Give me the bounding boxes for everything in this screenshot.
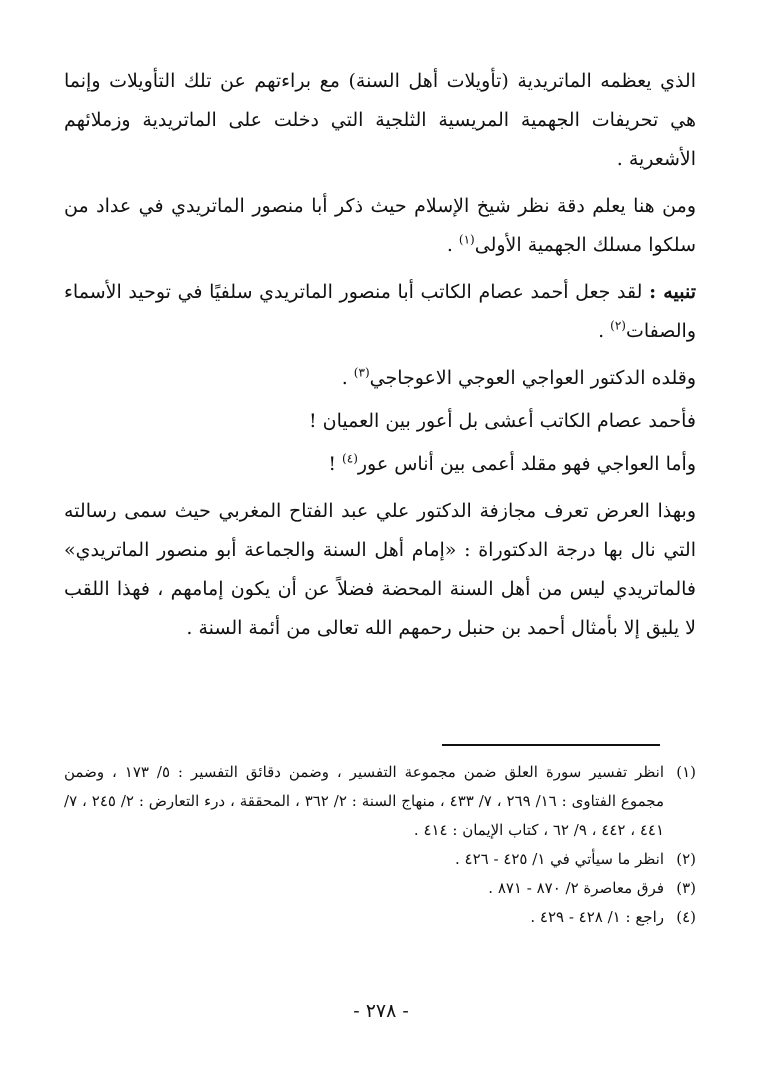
footnote-ref-3[interactable]: (٣) [353, 365, 370, 380]
paragraph-4 [64, 359, 696, 398]
footnote-1 [64, 758, 696, 845]
footnote-number: (٣) [676, 879, 696, 897]
paragraph-3 [64, 273, 696, 351]
footnote-number: (١) [676, 763, 696, 781]
note-label: تنبيه : [649, 281, 696, 303]
footnote-text: راجع : ١/ ٤٢٨ - ٤٢٩ . [530, 908, 664, 926]
paragraph-2 [64, 187, 696, 265]
footnote-separator [442, 744, 660, 746]
paragraph-4-text: وقلده الدكتور العواجي العوجي الاعوجاجي [369, 367, 696, 389]
footnote-ref-1[interactable]: (١) [458, 232, 475, 247]
page-number: - ٢٧٨ - [353, 1000, 409, 1022]
footnote-ref-2[interactable]: (٢) [610, 318, 626, 333]
footnotes [64, 758, 696, 932]
paragraph-6-text: وأما العواجي فهو مقلد أعمى بين أناس عور [357, 453, 696, 475]
footnote-2 [64, 845, 696, 874]
footnote-number: (٢) [676, 850, 696, 868]
footnote-ref-4[interactable]: (٤) [342, 451, 358, 466]
footnote-4 [64, 903, 696, 932]
paragraph-7: وبهذا العرض تعرف مجازفة الدكتور علي عبد الفتاح المغربي حيث سمى رسالته التي نال بها درجة الدكتوراة : «إمام أهل السنة والجماعة أبو منصور الماتريدي» فالماتريدي ليس من أهل السنة المحضة فضلاً عن أن يكون إمامهم ، فهذا اللقب لا يليق إلا بأمثال أحمد بن حنبل رحمهم الله تعالى من أئمة السنة . [64, 500, 696, 639]
footnote-number: (٤) [676, 908, 696, 926]
paragraph-3-text: لقد جعل أحمد عصام الكاتب أبا منصور الماتريدي سلفيًا في توحيد الأسماء والصفات [64, 281, 696, 342]
paragraph-2-text: ومن هنا يعلم دقة نظر شيخ الإسلام حيث ذكر أبا منصور الماتريدي في عداد من سلكوا مسلك الجهمية الأولى [64, 195, 696, 256]
main-text [64, 62, 696, 656]
paragraph-5: فأحمد عصام الكاتب أعشى بل أعور بين العميان ! [308, 410, 696, 432]
paragraph-3-end: . [598, 320, 611, 342]
footnote-3 [64, 874, 696, 903]
footnote-text: فرق معاصرة ٢/ ٨٧٠ - ٨٧١ . [488, 879, 664, 897]
paragraph-6-end: ! [328, 453, 343, 475]
paragraph-4-end: . [341, 367, 354, 389]
paragraph-2-end: . [446, 234, 459, 256]
paragraph-6 [64, 445, 696, 484]
footnote-text: انظر ما سيأتي في ١/ ٤٢٥ - ٤٢٦ . [454, 850, 664, 868]
paragraph-1: الذي يعظمه الماتريدية (تأويلات أهل السنة) مع براءتهم عن تلك التأويلات وإنما هي تحريفات الجهمية المريسية الثلجية التي دخلت على الماتريدية وزملائهم الأشعرية . [64, 70, 696, 170]
footnote-text: انظر تفسير سورة العلق ضمن مجموعة التفسير ، وضمن دقائق التفسير : ٥/ ١٧٣ ، وضمن مجموع الفتاوى : ١٦/ ٢٦٩ ، ٧/ ٤٣٣ ، منهاج السنة : ٢/ ٣٦٢ ، المحققة ، درء التعارض : ٢/ ٢٤٥ ، ٧/ ٤٤١ ، ٤٤٢ ، ٩/ ٦٢ ، كتاب الإيمان : ٤١٤ . [64, 763, 664, 839]
